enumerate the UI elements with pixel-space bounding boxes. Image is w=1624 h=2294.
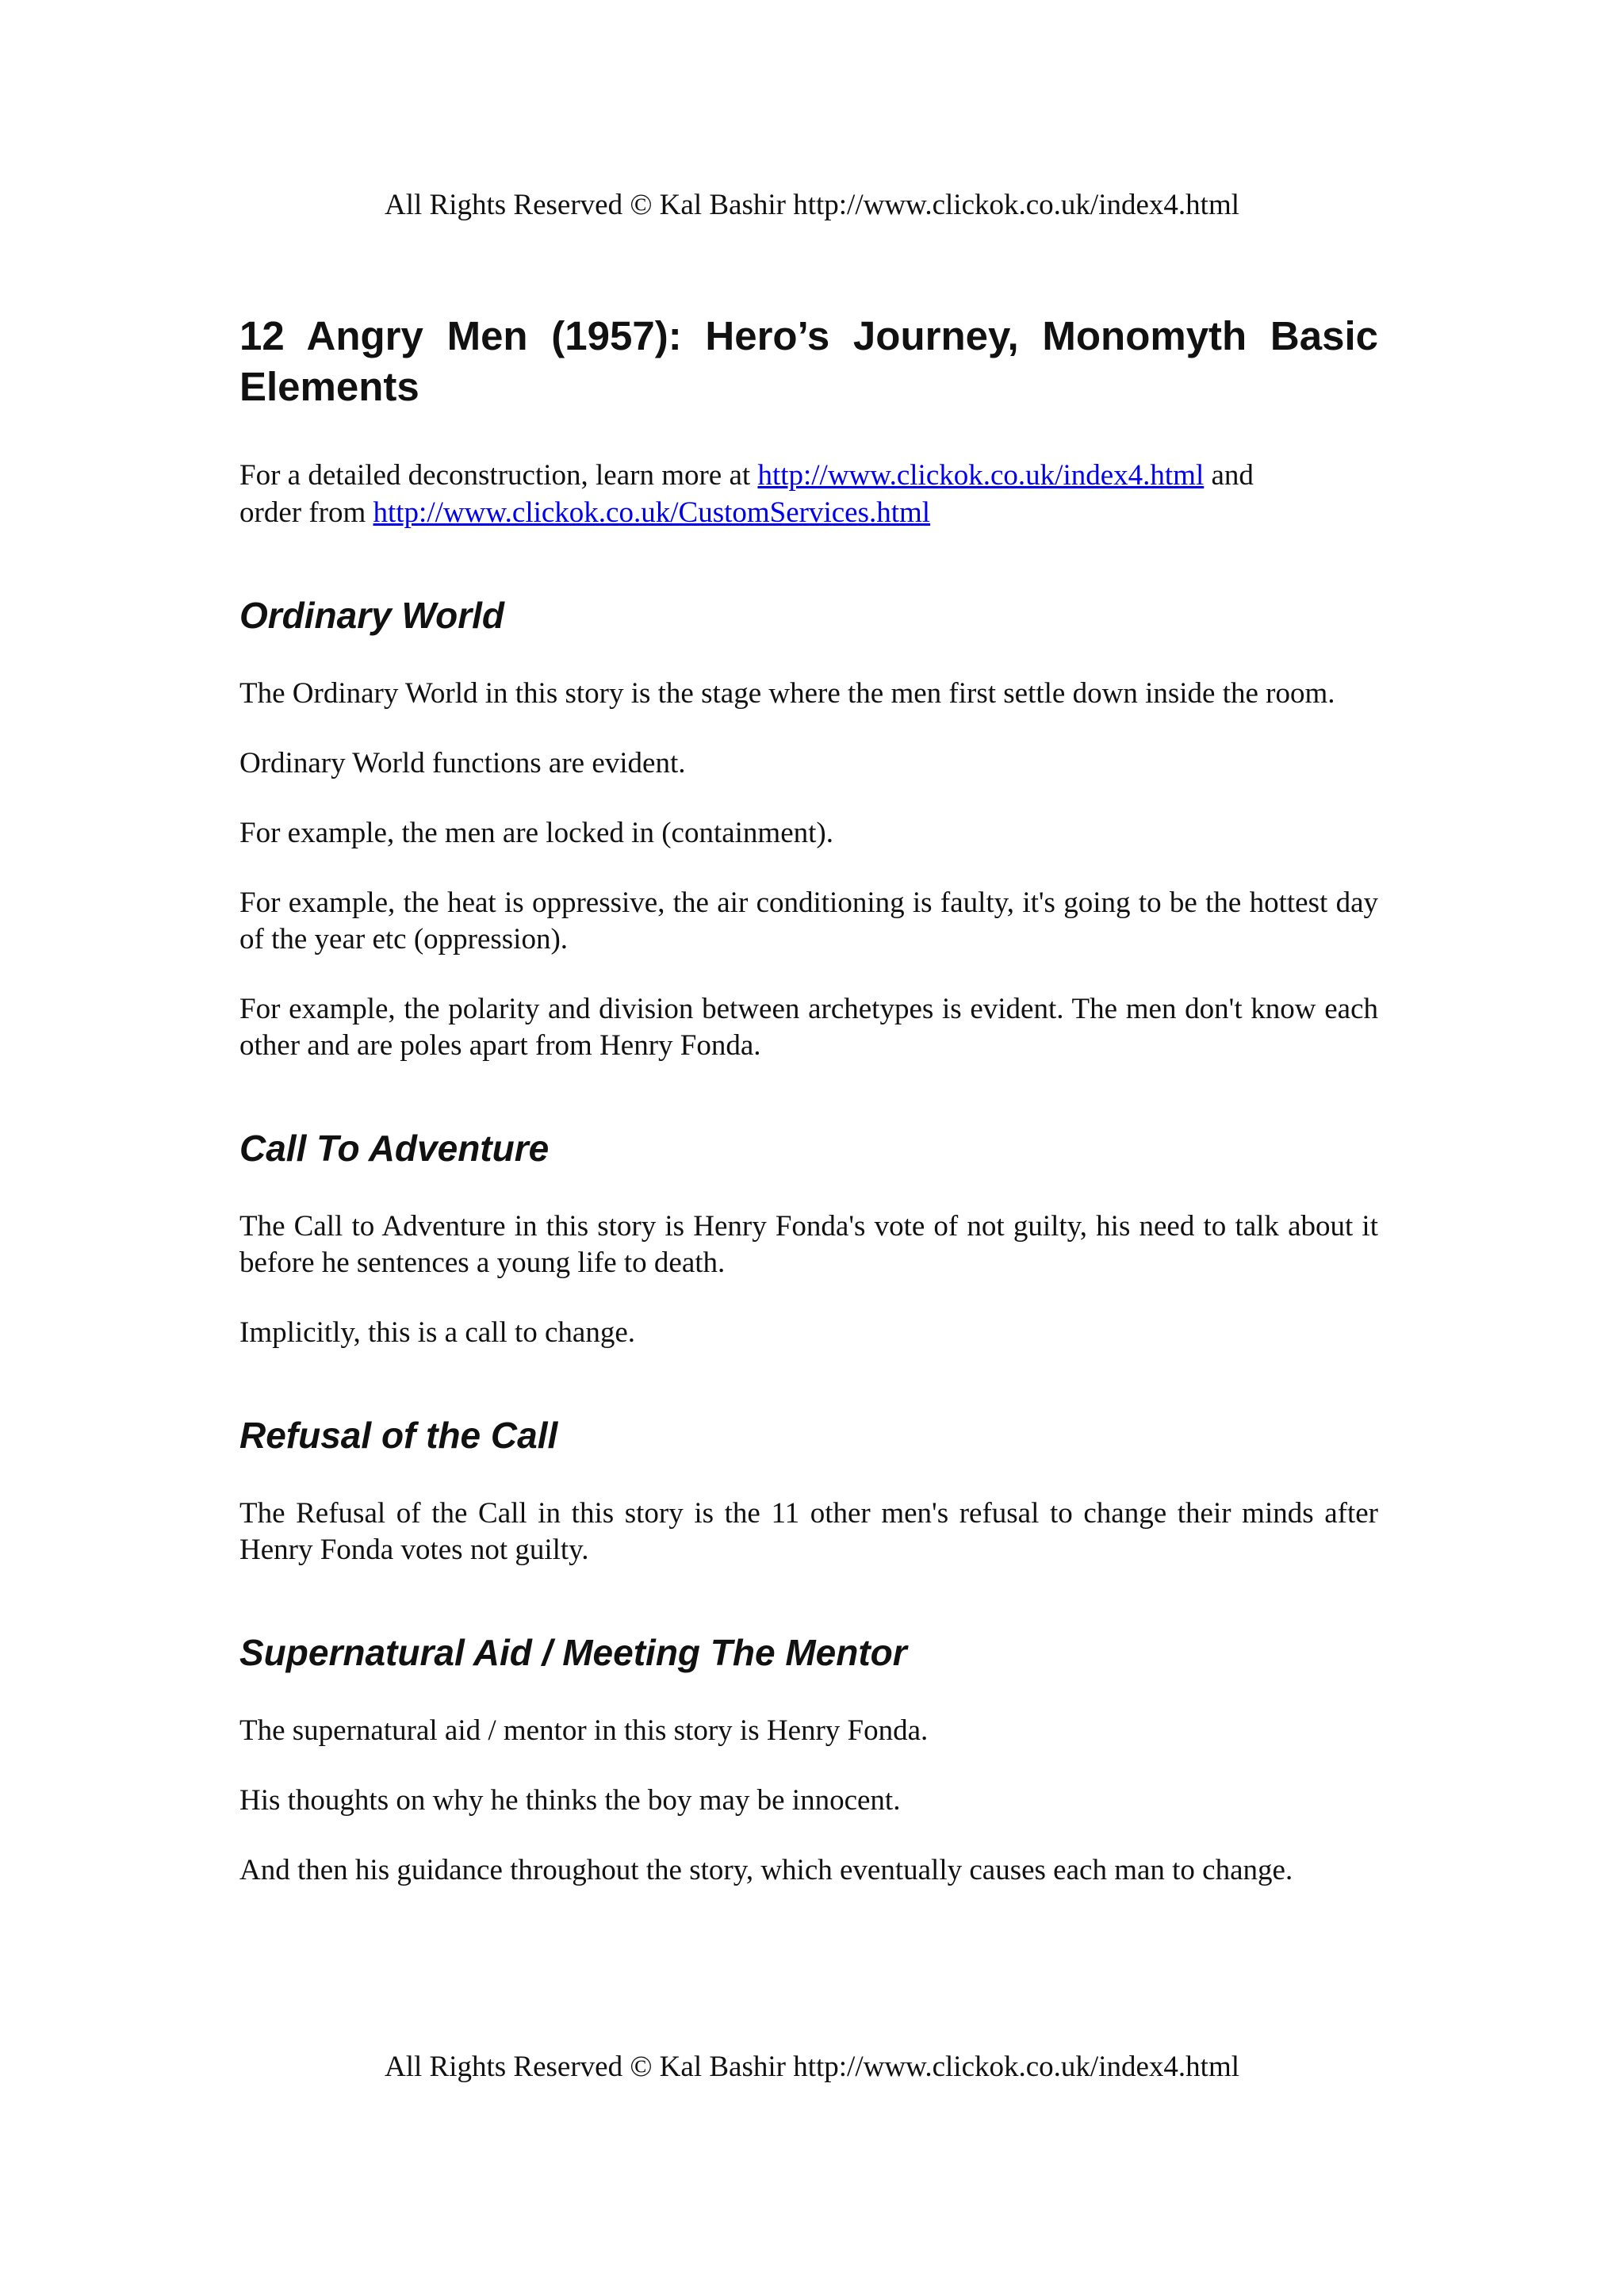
paragraph: Ordinary World functions are evident. [239,747,686,779]
intro-text-2: and order from [239,459,1254,529]
paragraph: The Refusal of the Call in this story is the 11 other men's refusal to change their minds after Henry Fonda votes not guilty. [239,1497,1378,1566]
paragraph: For example, the men are locked in (containment). [239,817,833,849]
section-heading-call-to-adventure: Call To Adventure [239,1128,550,1169]
paragraph: And then his guidance throughout the story, which eventually causes each man to change. [239,1854,1293,1886]
running-header: All Rights Reserved © Kal Bashir http://www.clickok.co.uk/index4.html [384,189,1240,221]
paragraph: For example, the polarity and division between archetypes is evident. The men don't know each other and are poles apart from Henry Fonda. [239,993,1378,1062]
section-heading-ordinary-world: Ordinary World [239,595,504,636]
document-body [239,311,1378,1889]
custom-services-link[interactable]: http://www.clickok.co.uk/CustomServices.html [373,496,931,529]
index-link[interactable]: http://www.clickok.co.uk/index4.html [757,459,1205,492]
paragraph: His thoughts on why he thinks the boy may be innocent. [239,1784,901,1817]
intro-text-1: For a detailed deconstruction, learn more at [239,459,758,492]
intro-paragraph [239,457,1270,531]
paragraph: The Ordinary World in this story is the stage where the men first settle down inside the room. [239,677,1335,710]
running-footer: All Rights Reserved © Kal Bashir http://www.clickok.co.uk/index4.html [384,2051,1240,2083]
paragraph: For example, the heat is oppressive, the air conditioning is faulty, it's going to be the hottest day of the year etc (oppression). [239,887,1378,956]
paragraph: The Call to Adventure in this story is Henry Fonda's vote of not guilty, his need to talk about it before he sentences a young life to death. [239,1210,1378,1279]
document-title: 12 Angry Men (1957): Hero’s Journey, Monomyth Basic Elements [239,313,1378,409]
section-heading-supernatural-aid: Supernatural Aid / Meeting The Mentor [239,1632,907,1673]
section-heading-refusal-of-the-call: Refusal of the Call [239,1415,558,1456]
paragraph: The supernatural aid / mentor in this story is Henry Fonda. [239,1714,929,1747]
paragraph: Implicitly, this is a call to change. [239,1316,636,1349]
